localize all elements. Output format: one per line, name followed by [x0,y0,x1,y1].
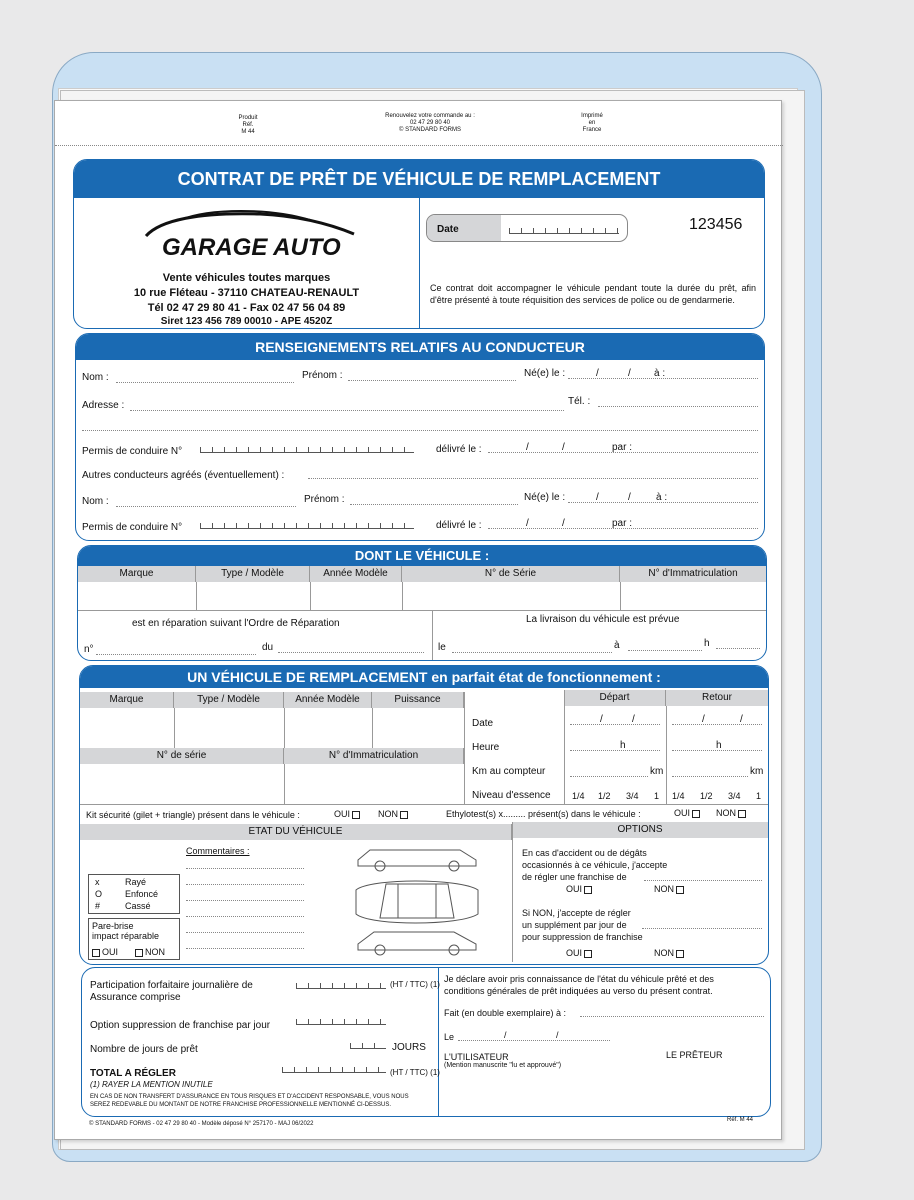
loan-km-label: Km au compteur [472,766,546,777]
footer-ref: Réf. M 44 [727,1117,754,1123]
retour-fuel-3-4[interactable]: 3/4 [728,791,741,801]
supplement-non-checkbox[interactable]: NON [654,948,684,958]
driver-section: RENSEIGNEMENTS RELATIFS AU CONDUCTEUR Nom : Prénom : Né(e) le : / / à : Adresse : Tél. : Permis de conduire N° délivré le : / / par : Autres conducteurs agréés (éventuellement) : Nom : Prénom : Né(e) le : / / à : Permis de conduire N° délivré le : / / par : [75,333,765,541]
contract-number: 123456 [689,216,743,233]
permis-input[interactable] [200,444,414,453]
imprint-reorder: Renouvelez votre commande au : 02 47 29 80 40 © STANDARD FORMS [385,113,475,133]
prenom-label: Prénom : [302,370,343,381]
company-address: 10 rue Fléteau - 37110 CHATEAU-RENAULT [133,287,360,299]
depart-fuel-full[interactable]: 1 [654,791,660,801]
replacement-section: UN VÉHICULE DE REMPLACEMENT en parfait état de fonctionnement : Marque Type / Modèle Année Modèle Puissance N° de série N° d'Immatriculation Départ Retour Date Heure Km au compteur Niveau d'essence / / / / h h km km 1/4 1/2 3/4 1 1/4 1/2 3/4 1 Kit sécurité (gilet + triangle) présent dans le véhicule : OUI NON Ethylotest(s) x......... présent(s) dans le véhicule : OUI NON ETAT DU VÉHICULE OPTIONS Commentaires : x Rayé O Enfoncé # Cassé Pare-brise impact réparable OUI NON En cas d'accident ou de dégâts occasionnés à ce véhicule, j'accepte de régler une franchise de OUI NON Si NON, j'accepte de régler un supplément par jour de pour suppression de franchise OUI NON [79,665,769,965]
footer-copyright: © STANDARD FORMS - 02 47 29 80 40 - Modèle déposé N° 257170 - MAJ 06/2022 [89,1121,314,1127]
depart-fuel-1-2[interactable]: 1/2 [598,791,611,801]
retour-hour-input[interactable] [672,750,762,751]
adresse-line-2[interactable] [82,430,758,431]
tel-label: Tél. : [568,396,591,407]
driver-title: RENSEIGNEMENTS RELATIFS AU CONDUCTEUR [76,334,764,360]
supplement-input[interactable] [642,928,762,929]
adresse-label: Adresse : [82,400,125,411]
form-title: CONTRAT DE PRÊT DE VÉHICULE DE REMPLACEMENT [74,160,764,198]
ethylo-non-checkbox[interactable]: NON [716,808,746,818]
vehicle-diagram-icon[interactable] [350,844,486,956]
permis-2-input[interactable] [200,520,414,529]
vehicle-section: DONT LE VÉHICULE : Marque Type / Modèle Année Modèle N° de Série N° d'Immatriculation est en réparation suivant l'Ordre de Réparation n° du La livraison du véhicule est prévue le à h [77,545,767,661]
prenom-input[interactable] [348,380,516,381]
franchise-non-checkbox[interactable]: NON [654,884,684,894]
billing-section: Participation forfaitaire journalière de Assurance comprise (HT / TTC) (1) Option suppression de franchise par jour Nombre de jours de prêt JOURS TOTAL A RÉGLER (HT / TTC) (1) (1) RAYER LA MENTION INUTILE EN CAS DE NON TRANSFERT D'ASSURANCE EN TOUS RISQUES ET D'ACCIDENT RESPONSABLE, VOUS NOUS SEREZ REDEVABLE DU MONTANT DE NOTRE FRANCHISE PROFESSIONNELLE MENTIONNÉ CI-DESSUS. Je déclare avoir pris connaissance de l'état du véhicule prêté et des conditions générales de prêt indiquées au verso du présent contrat. Fait (en double exemplaire) à : Le / / L'UTILISATEUR (Mention manuscrite "lu et approuvé") LE PRÊTEUR [81,967,771,1117]
depart-km-input[interactable] [570,776,648,777]
loan-date-label: Date [472,718,494,729]
company-logo: GARAGE AUTO [162,234,341,261]
date-field[interactable]: Date [426,214,628,242]
loan-fuel-label: Niveau d'essence [472,790,551,801]
depart-fuel-1-4[interactable]: 1/4 [572,791,585,801]
windshield-box: Pare-brise impact réparable OUI NON [88,918,180,960]
kit-non-checkbox[interactable]: NON [378,809,408,819]
depart-date-input[interactable] [570,724,660,725]
repair-order-input[interactable] [96,654,256,655]
header-box [73,159,765,329]
repair-date-input[interactable] [278,652,424,653]
ethylotest-label: Ethylotest(s) x......... présent(s) dans le véhicule : [446,809,641,819]
perforation-line [55,145,783,146]
permis-label: Permis de conduire N° [82,446,183,457]
user-signature-label: L'UTILISATEUR [444,1052,509,1062]
delivery-label: La livraison du véhicule est prévue [526,614,680,625]
depart-hour-input[interactable] [570,750,660,751]
days-label: Nombre de jours de prêt [90,1044,198,1055]
windshield-oui-checkbox[interactable]: OUI [92,947,118,957]
retour-km-input[interactable] [672,776,748,777]
retour-fuel-1-4[interactable]: 1/4 [672,791,685,801]
birth-label: Né(e) le : [524,368,566,379]
kit-oui-checkbox[interactable]: OUI [334,809,360,819]
nom-2-input[interactable] [116,506,296,507]
kit-label: Kit sécurité (gilet + triangle) présent dans le véhicule : [86,810,300,820]
birth-input[interactable] [568,378,758,379]
imprint-product: Produit Réf. M 44 [238,115,258,135]
adresse-input[interactable] [130,410,564,411]
form-sheet [54,100,782,1140]
etat-title: ETAT DU VÉHICULE [80,824,512,840]
place-input[interactable] [580,1016,764,1017]
permis-delivery-input[interactable] [488,452,758,453]
ethylo-oui-checkbox[interactable]: OUI [674,808,700,818]
franchise-oui-checkbox[interactable]: OUI [566,884,592,894]
franchise-option-input[interactable] [296,1016,386,1025]
options-title: OPTIONS [512,822,768,838]
depart-fuel-3-4[interactable]: 3/4 [626,791,639,801]
supplement-oui-checkbox[interactable]: OUI [566,948,592,958]
days-input[interactable] [350,1040,386,1049]
retour-fuel-1-2[interactable]: 1/2 [700,791,713,801]
retour-date-input[interactable] [672,724,762,725]
other-drivers-label: Autres conducteurs agréés (éventuellement) : [82,470,285,481]
loan-hour-label: Heure [472,742,500,753]
declaration-text: Je déclare avoir pris connaissance de l'état du véhicule prêté et des [444,974,714,984]
nom-input[interactable] [116,382,294,383]
prenom-2-input[interactable] [350,504,518,505]
retour-fuel-full[interactable]: 1 [756,791,762,801]
notice-text: Ce contrat doit accompagner le véhicule pendant toute la durée du prêt, afin d'être présenté à toute réquisition des services de police ou de gendarmerie. [430,283,756,305]
total-input[interactable] [282,1064,386,1073]
franchise-input[interactable] [644,880,762,881]
delivery-date-input[interactable] [452,652,612,653]
damage-legend: x Rayé O Enfoncé # Cassé [88,874,180,914]
imprint-country: Imprimé en France [581,113,603,133]
daily-rate-input[interactable] [296,980,386,989]
nom-label: Nom : [82,372,109,383]
total-label: TOTAL A RÉGLER [90,1068,176,1079]
lender-signature-label: LE PRÊTEUR [666,1050,723,1060]
company-phone: Tél 02 47 29 80 41 - Fax 02 47 56 04 89 [147,302,346,314]
daily-rate-label: Participation forfaitaire journalière de [90,980,253,991]
windshield-non-checkbox[interactable]: NON [135,947,165,957]
company-siret: Siret 123 456 789 00010 - APE 4520Z [160,316,333,327]
replacement-title: UN VÉHICULE DE REMPLACEMENT en parfait état de fonctionnement : [80,666,768,688]
repair-label: est en réparation suivant l'Ordre de Réparation [132,618,340,629]
company-line-1: Vente véhicules toutes marques [162,272,331,284]
vehicle-title: DONT LE VÉHICULE : [78,546,766,566]
comments-label: Commentaires : [186,846,250,856]
tel-input[interactable] [598,406,758,407]
franchise-option-label: Option suppression de franchise par jour [90,1020,271,1031]
signature-date-input[interactable] [458,1040,610,1041]
